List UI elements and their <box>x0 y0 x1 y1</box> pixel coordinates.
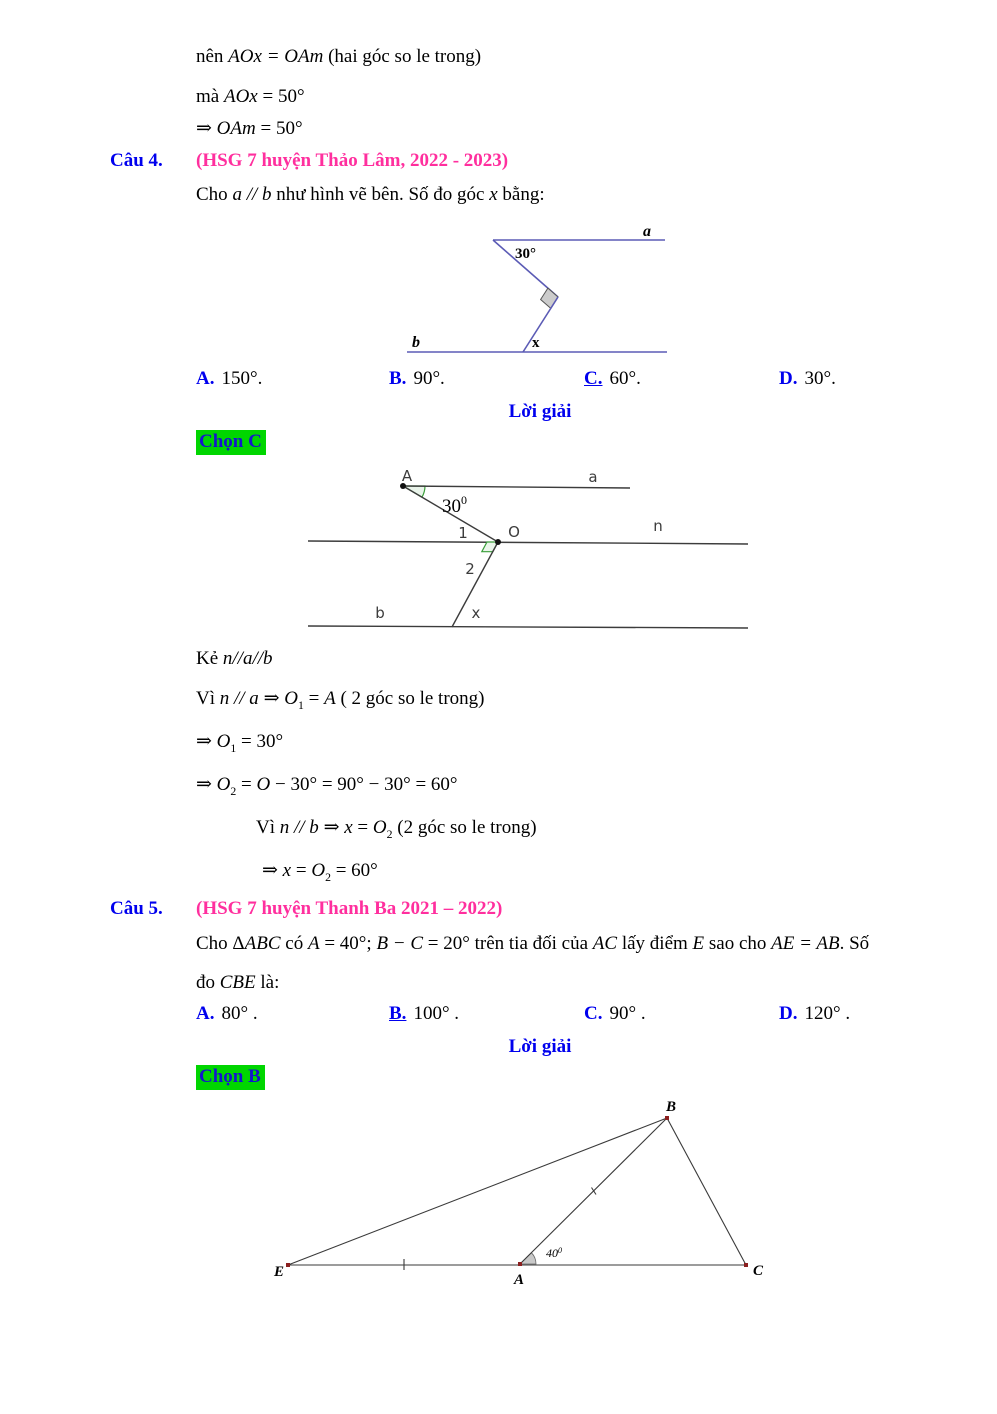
subscript: 1 <box>297 698 304 712</box>
solution-line <box>196 688 485 712</box>
text-run: Vì <box>256 817 280 838</box>
math-run: A <box>307 933 320 954</box>
statement-line <box>196 118 303 140</box>
option-letter: C. <box>584 1003 603 1024</box>
text-run: có <box>280 933 308 954</box>
statement-line <box>196 86 305 108</box>
question-4-label: Câu 4. <box>110 150 163 171</box>
math-run: O <box>372 817 387 838</box>
option-c <box>584 1003 646 1025</box>
implies-symbol: ⇒ <box>258 688 285 709</box>
text-run: = <box>303 688 325 709</box>
figure-parallel-lines-solution <box>300 468 755 636</box>
solution-heading: Lời giải <box>508 1036 572 1057</box>
math-run: O <box>284 688 298 709</box>
transversal-lower <box>523 297 558 352</box>
solution-line <box>262 860 378 884</box>
label-angle-x: x <box>532 335 540 351</box>
question-5-source: (HSG 7 huyện Thanh Ba 2021 – 2022) <box>196 898 503 919</box>
label-B: B <box>665 1099 677 1115</box>
math-run: a // b <box>232 184 272 205</box>
text-run: = 50° <box>257 86 305 107</box>
math-run: x <box>282 860 292 881</box>
point-B <box>665 1116 669 1120</box>
point-C <box>744 1263 748 1267</box>
solution-line <box>196 731 283 755</box>
label-line-a: a <box>588 468 598 486</box>
statement-line <box>196 46 481 68</box>
option-a <box>196 368 262 390</box>
subscript: 2 <box>325 870 331 884</box>
subscript: 2 <box>230 784 237 798</box>
option-letter: B. <box>389 1003 407 1024</box>
math-run: x <box>489 184 498 205</box>
implies-symbol: ⇒ <box>196 774 217 795</box>
line-n <box>308 541 748 544</box>
option-d <box>779 368 836 390</box>
text-run: = 30° <box>236 731 284 752</box>
text-run: nên <box>196 46 229 67</box>
math-run: B − C <box>376 933 424 954</box>
option-value: 100° . <box>413 1003 460 1024</box>
math-run: AE = AB <box>771 933 840 954</box>
subscript: 2 <box>386 827 393 841</box>
label-A: A <box>513 1272 525 1288</box>
figure-parallel-lines-question <box>393 224 685 360</box>
option-value: 60°. <box>609 368 641 389</box>
solution-line <box>196 648 273 670</box>
math-run: AOx = OAm <box>228 46 324 67</box>
option-b <box>389 368 445 390</box>
point-E <box>286 1263 290 1267</box>
text-run: = 50° <box>255 118 303 139</box>
angle-value: 30 <box>442 496 461 517</box>
segment-E-B <box>288 1118 667 1265</box>
implies-symbol: ⇒ <box>318 817 345 838</box>
text-run: lấy điểm <box>617 933 693 954</box>
solution-line <box>256 817 537 841</box>
option-d <box>779 1003 850 1025</box>
text-run: bằng: <box>497 184 545 205</box>
option-a <box>196 1003 258 1025</box>
figure-triangle <box>270 1098 780 1293</box>
question-4-source: (HSG 7 huyện Thảo Lâm, 2022 - 2023) <box>196 150 509 171</box>
question-4-stem <box>196 184 545 206</box>
option-value: 80° . <box>221 1003 258 1024</box>
option-letter: B. <box>389 368 407 389</box>
text-run: = 60° <box>330 860 378 881</box>
text-run: = <box>352 817 373 838</box>
math-run: n//a//b <box>222 648 273 669</box>
text-run: . Số <box>839 933 870 954</box>
right-angle-marker <box>541 288 558 308</box>
option-letter: A. <box>196 1003 215 1024</box>
option-b-correct <box>389 1003 459 1025</box>
label-line-b: b <box>412 334 420 351</box>
text-run: đo <box>196 972 220 993</box>
text-run: = <box>291 860 312 881</box>
label-line-a: a <box>643 224 651 240</box>
label-O: O <box>508 523 520 541</box>
math-run: O <box>311 860 326 881</box>
math-run: O <box>216 731 231 752</box>
option-letter: C. <box>584 368 603 389</box>
text-run: Kẻ <box>196 648 223 669</box>
angle-sup: 0 <box>558 1246 562 1255</box>
implies-symbol: ⇒ <box>262 860 283 881</box>
implies-symbol: ⇒ <box>196 118 217 139</box>
math-run: n // a <box>219 688 259 709</box>
option-c-correct <box>584 368 641 390</box>
text-run: mà <box>196 86 224 107</box>
text-run: = 20° trên tia đối của <box>423 933 593 954</box>
question-5-label: Câu 5. <box>110 898 163 919</box>
text-run: ( 2 góc so le trong) <box>335 688 485 709</box>
angle-value: 40 <box>546 1246 558 1260</box>
option-value: 30°. <box>804 368 836 389</box>
line-b <box>308 626 748 628</box>
angle-sup: 0 <box>461 493 467 507</box>
text-run: sao cho <box>704 933 772 954</box>
math-run: O <box>216 774 231 795</box>
text-run: Cho Δ <box>196 933 245 954</box>
solution-line <box>196 774 458 798</box>
option-value: 120° . <box>804 1003 851 1024</box>
text-run: Cho <box>196 184 233 205</box>
text-run: như hình vẽ bên. Số đo góc <box>271 184 490 205</box>
label-angle-1: 1 <box>458 524 468 542</box>
question-5-stem-line-2 <box>196 972 279 994</box>
chosen-answer-badge: Chọn C <box>196 430 266 455</box>
label-angle-30 <box>442 493 467 517</box>
label-angle-x: x <box>471 604 481 622</box>
text-run: là: <box>255 972 280 993</box>
math-run: A <box>324 688 336 709</box>
label-angle-40 <box>546 1246 562 1260</box>
point-O <box>495 539 501 545</box>
option-letter: D. <box>779 368 798 389</box>
math-run: AC <box>592 933 618 954</box>
label-angle-30: 30° <box>515 246 536 262</box>
text-run: − 30° = 90° − 30° = 60° <box>270 774 458 795</box>
solution-heading: Lời giải <box>508 401 572 422</box>
point-A <box>518 1262 522 1266</box>
math-run: x <box>344 817 353 838</box>
label-C: C <box>753 1263 764 1279</box>
option-letter: A. <box>196 368 215 389</box>
math-run: n // b <box>279 817 319 838</box>
label-line-n: n <box>653 517 663 535</box>
text-run: (2 góc so le trong) <box>392 817 537 838</box>
implies-symbol: ⇒ <box>196 731 217 752</box>
label-line-b: b <box>375 604 385 622</box>
chosen-answer-badge: Chọn B <box>196 1065 265 1090</box>
text-run: (hai góc so le trong) <box>323 46 482 67</box>
label-E: E <box>273 1264 285 1280</box>
option-value: 90° . <box>609 1003 646 1024</box>
segment-B-C <box>667 1118 746 1265</box>
option-letter: D. <box>779 1003 798 1024</box>
math-run: AOx <box>223 86 258 107</box>
math-run: ABC <box>244 933 281 954</box>
label-angle-2: 2 <box>465 560 475 578</box>
text-run: = <box>236 774 257 795</box>
label-A: A <box>401 468 413 485</box>
subscript: 1 <box>230 741 237 755</box>
question-5-stem-line-1 <box>196 933 869 955</box>
text-run: Vì <box>196 688 220 709</box>
option-value: 150°. <box>221 368 263 389</box>
math-run: E <box>692 933 705 954</box>
text-run: = 40°; <box>319 933 377 954</box>
line-a <box>403 486 630 488</box>
math-run: OAm <box>216 118 256 139</box>
math-run: O <box>256 774 271 795</box>
math-run: CBE <box>219 972 256 993</box>
option-value: 90°. <box>413 368 445 389</box>
